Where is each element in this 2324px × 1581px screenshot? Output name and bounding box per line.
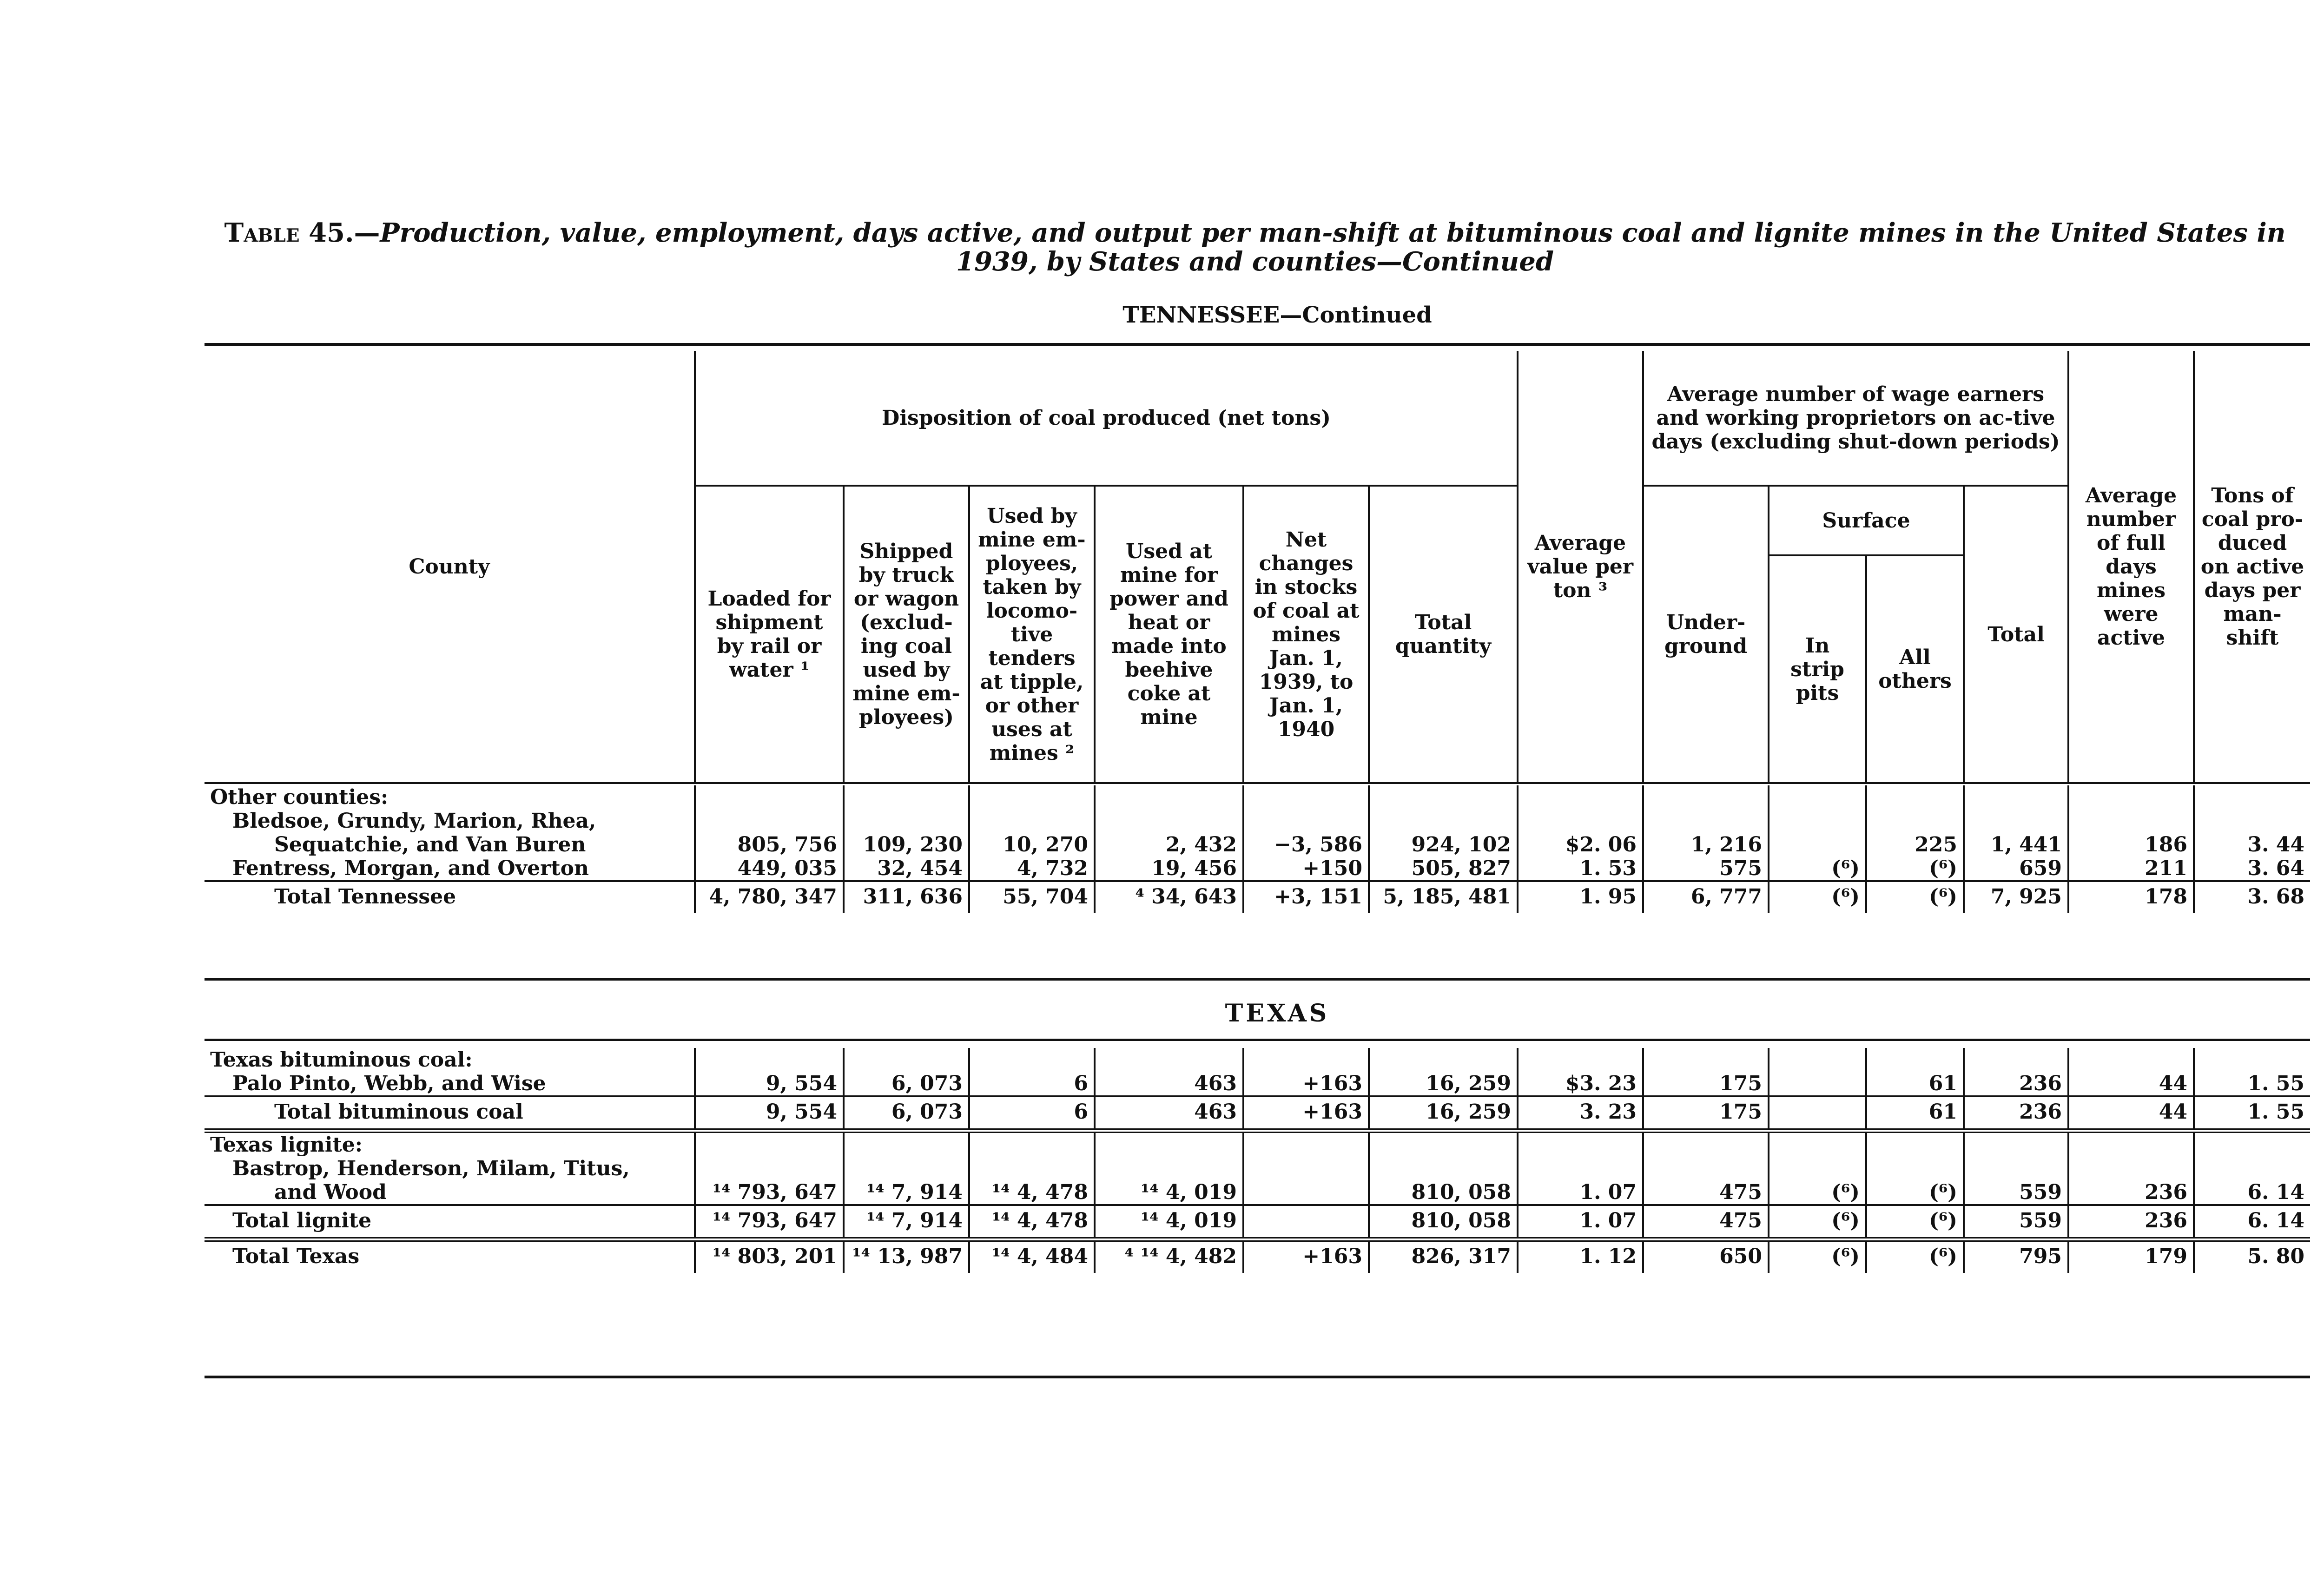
cell: 109, 230 [844,833,969,856]
table-row [205,1048,2310,1072]
row-label: Palo Pinto, Webb, and Wise [232,1072,546,1095]
cell: 175 [1643,1072,1769,1096]
cell: 1, 216 [1643,833,1769,856]
cell: 178 [2068,881,2194,913]
cell: 559 [1964,1180,2068,1205]
cell: +3, 151 [1243,881,1369,913]
cell: (⁶) [1866,1205,1964,1239]
group-label: Other counties: [210,785,389,809]
header-net-changes: Net changes in stocks of coal at mines Jan. 1, 1939, to Jan. 1, 1940 [1243,486,1369,783]
cell: 1. 12 [1518,1239,1643,1273]
cell: 186 [2068,833,2194,856]
cell: 463 [1095,1072,1243,1096]
cell: (⁶) [1769,1239,1866,1273]
header-tons-per-shift: Tons of coal pro-duced on active days per man-shift [2194,351,2310,783]
cell: 6. 14 [2194,1180,2310,1205]
cell: 55, 704 [969,881,1095,913]
cell: 7, 925 [1964,881,2068,913]
group-label: Texas bituminous coal: [210,1048,473,1072]
cell: 236 [1964,1096,2068,1131]
header-disposition: Disposition of coal produced (net tons) [695,351,1518,486]
cell: +163 [1243,1072,1369,1096]
cell: 650 [1643,1239,1769,1273]
table-caption [200,218,2310,276]
header-county: County [205,351,695,783]
cell: 32, 454 [844,856,969,881]
header-used-at-mine: Used at mine for power and heat or made into beehive coke at mine [1095,486,1243,783]
group-label: Texas lignite: [205,1131,695,1157]
row-label: Bledsoe, Grundy, Marion, Rhea, [232,809,596,833]
cell: 659 [1964,856,2068,881]
table-number: Table 45.— [224,217,380,248]
cell: (⁶) [1769,1180,1866,1205]
cell: 4, 732 [969,856,1095,881]
cell: ¹⁴ 793, 647 [695,1180,844,1205]
cell: $2. 06 [1518,833,1643,856]
cell: 449, 035 [695,856,844,881]
cell: 6, 073 [844,1072,969,1096]
cell [1769,833,1866,856]
cell: 10, 270 [969,833,1095,856]
cell [1243,1180,1369,1205]
cell: 179 [2068,1239,2194,1273]
cell: 6, 777 [1643,881,1769,913]
cell: 44 [2068,1096,2194,1131]
cell: 1. 07 [1518,1180,1643,1205]
cell: (⁶) [1769,856,1866,881]
cell: ¹⁴ 4, 478 [969,1205,1095,1239]
cell: ¹⁴ 13, 987 [844,1239,969,1273]
cell: 1. 53 [1518,856,1643,881]
section-heading-tennessee: TENNESSEE—Continued [1122,302,1432,328]
header-total-quantity: Total quantity [1369,486,1518,783]
row-label: Total lignite [205,1205,695,1239]
cell: 16, 259 [1369,1072,1518,1096]
cell: 810, 058 [1369,1180,1518,1205]
header-average-days: Average number of full days mines were active [2068,351,2194,783]
cell: ⁴ ¹⁴ 4, 482 [1095,1239,1243,1273]
cell: 1. 55 [2194,1096,2310,1131]
cell: 311, 636 [844,881,969,913]
table-row [205,1131,2310,1157]
cell: 9, 554 [695,1096,844,1131]
total-row [205,1096,2310,1131]
cell: 236 [2068,1180,2194,1205]
table-row [205,856,2310,881]
cell: 1. 95 [1518,881,1643,913]
cell: (⁶) [1866,881,1964,913]
cell: $3. 23 [1518,1072,1643,1096]
cell: 559 [1964,1205,2068,1239]
cell: 19, 456 [1095,856,1243,881]
cell: 3. 64 [2194,856,2310,881]
cell: 9, 554 [695,1072,844,1096]
cell: ⁴ 34, 643 [1095,881,1243,913]
bottom-rule [205,1376,2310,1378]
total-row [205,1205,2310,1239]
cell: 6 [969,1072,1095,1096]
header-average-value: Average value per ton ³ [1518,351,1643,783]
cell: 810, 058 [1369,1205,1518,1239]
header-used-by-employees: Used by mine em-ployees, taken by locomo-tive tenders at tipple, or other uses at mines ² [969,486,1095,783]
cell: 4, 780, 347 [695,881,844,913]
cell: 6, 073 [844,1096,969,1131]
header-total-workers: Total [1964,486,2068,783]
section-rule [205,978,2310,981]
section-heading-texas: TEXAS [1225,999,1330,1028]
cell: (⁶) [1866,856,1964,881]
row-label: and Wood [274,1180,387,1204]
row-label: Sequatchie, and Van Buren [274,833,586,856]
row-label: Total bituminous coal [205,1096,695,1131]
cell: 475 [1643,1180,1769,1205]
top-rule [205,343,2310,346]
cell: ¹⁴ 4, 019 [1095,1180,1243,1205]
cell: ¹⁴ 793, 647 [695,1205,844,1239]
cell: −3, 586 [1243,833,1369,856]
cell: (⁶) [1866,1239,1964,1273]
cell: ¹⁴ 4, 478 [969,1180,1095,1205]
cell: 1. 07 [1518,1205,1643,1239]
cell: ¹⁴ 7, 914 [844,1180,969,1205]
cell: 61 [1866,1072,1964,1096]
cell: 236 [2068,1205,2194,1239]
tennessee-table [205,785,2310,913]
cell: 575 [1643,856,1769,881]
header-in-strip-pits: In strip pits [1769,555,1866,783]
cell: 44 [2068,1072,2194,1096]
header-loaded: Loaded for shipment by rail or water ¹ [695,486,844,783]
cell: 475 [1643,1205,1769,1239]
texas-table [205,1048,2310,1273]
row-label: Bastrop, Henderson, Milam, Titus, [232,1157,630,1180]
cell: 175 [1643,1096,1769,1131]
cell [1769,1096,1866,1131]
cell: 3. 44 [2194,833,2310,856]
cell: 2, 432 [1095,833,1243,856]
table-row [205,1072,2310,1096]
cell [1769,1072,1866,1096]
cell: 924, 102 [1369,833,1518,856]
cell: (⁶) [1769,881,1866,913]
cell: 225 [1866,833,1964,856]
cell: 61 [1866,1096,1964,1131]
cell: ¹⁴ 7, 914 [844,1205,969,1239]
cell: 805, 756 [695,833,844,856]
table-row [205,809,2310,833]
cell: 3. 23 [1518,1096,1643,1131]
cell: 505, 827 [1369,856,1518,881]
cell: ¹⁴ 4, 484 [969,1239,1095,1273]
cell: 5. 80 [2194,1239,2310,1273]
cell: +163 [1243,1239,1369,1273]
cell: 16, 259 [1369,1096,1518,1131]
header-shipped: Shipped by truck or wagon (exclud-ing coal used by mine em-ployees) [844,486,969,783]
grand-total-row [205,1239,2310,1273]
cell [1243,1205,1369,1239]
header-surface: Surface [1769,486,1964,555]
cell: +163 [1243,1096,1369,1131]
cell: ¹⁴ 803, 201 [695,1239,844,1273]
cell: +150 [1243,856,1369,881]
cell: 1, 441 [1964,833,2068,856]
section-rule [205,1039,2310,1041]
table-row [205,1157,2310,1180]
cell: 236 [1964,1072,2068,1096]
cell: (⁶) [1866,1180,1964,1205]
cell: 211 [2068,856,2194,881]
cell: 1. 55 [2194,1072,2310,1096]
column-headers [205,351,2310,784]
cell: 826, 317 [1369,1239,1518,1273]
row-label: Total Texas [205,1239,695,1273]
table-title: Production, value, employment, days active, and output per man-shift at bituminous coal and lignite mines in the United States in 1939, by States and counties—Continued [380,217,2286,277]
total-row [205,881,2310,913]
table-row [205,1180,2310,1205]
header-all-others: All others [1866,555,1964,783]
cell: ¹⁴ 4, 019 [1095,1205,1243,1239]
cell: 6. 14 [2194,1205,2310,1239]
cell: 795 [1964,1239,2068,1273]
header-underground: Under-ground [1643,486,1769,783]
cell: 6 [969,1096,1095,1131]
row-label: Fentress, Morgan, and Overton [232,856,589,880]
header-wage-earners: Average number of wage earners and working proprietors on ac-tive days (excluding shut-down periods) [1643,351,2068,486]
table-row [205,785,2310,809]
table-row [205,833,2310,856]
cell: 3. 68 [2194,881,2310,913]
cell: (⁶) [1769,1205,1866,1239]
row-label: Total Tennessee [205,881,695,913]
cell: 463 [1095,1096,1243,1131]
cell: 5, 185, 481 [1369,881,1518,913]
